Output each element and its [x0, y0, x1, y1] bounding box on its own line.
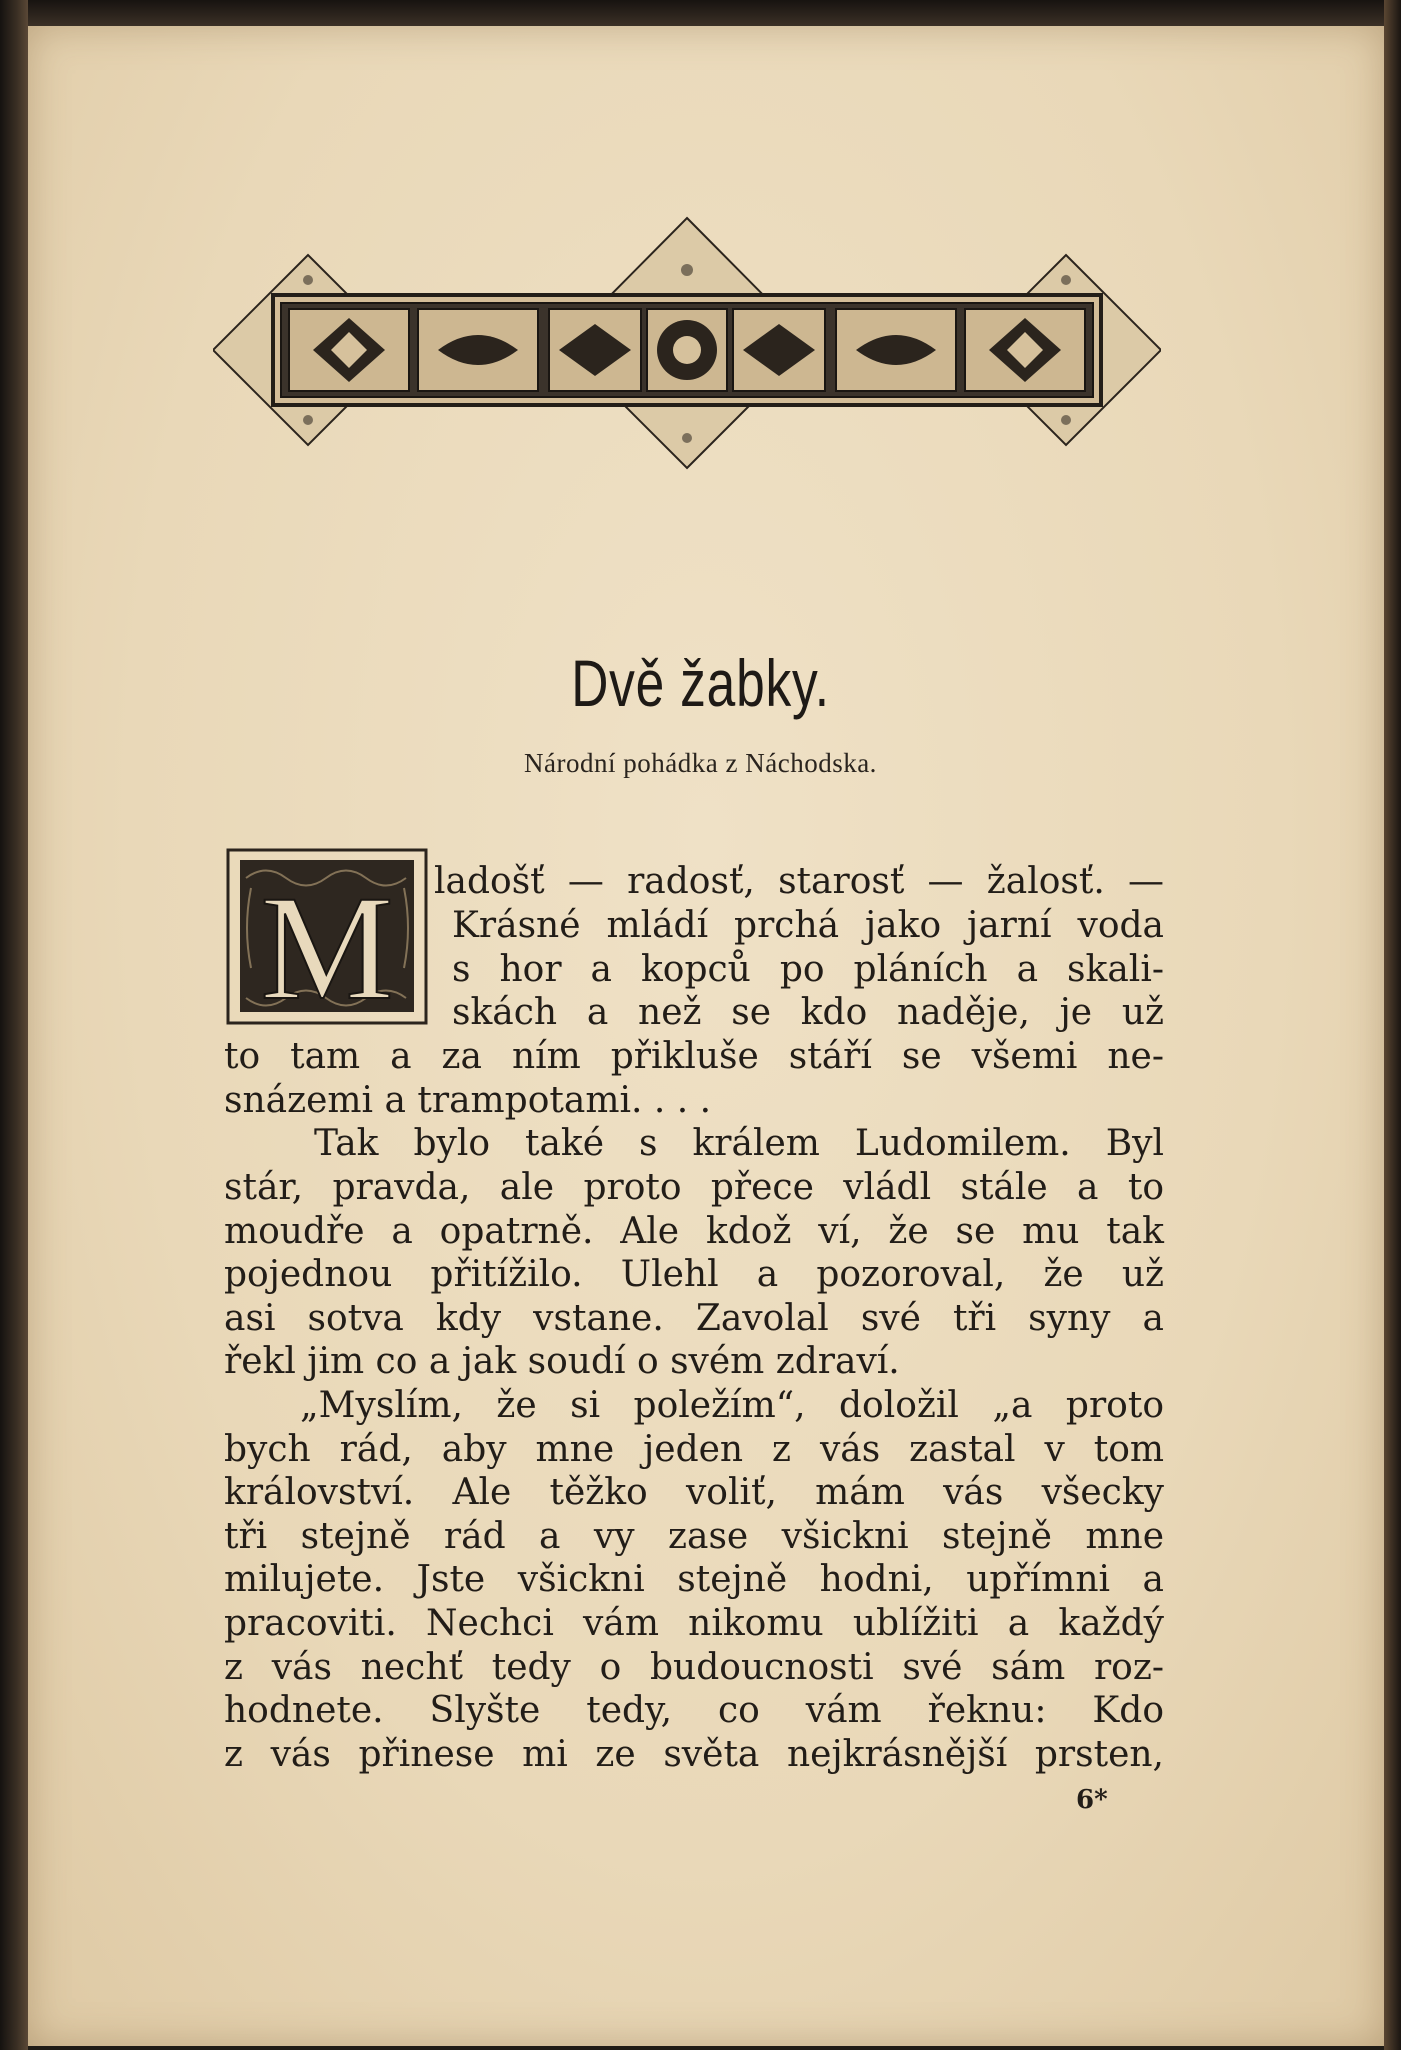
text-line: stár, pravda, ale proto přece vládl stále a to — [224, 1167, 1164, 1208]
book-top-edge — [0, 0, 1401, 26]
text-line: řekl jim co a jak soudí o svém zdraví. — [224, 1341, 900, 1382]
book-gutter — [0, 0, 28, 2050]
text-line: snázemi a trampotami. . . . — [224, 1080, 712, 1121]
text-line: království. Ale těžko voliť, mám vás všecky — [224, 1472, 1164, 1513]
text-line: z vás přinese mi ze světa nejkrásnější prsten, — [224, 1734, 1164, 1775]
text-line: tři stejně rád a vy zase všickni stejně mne — [224, 1516, 1164, 1557]
page-number: 6* — [1076, 1785, 1108, 1815]
story-subtitle: Národní pohádka z Náchodska. — [524, 748, 877, 778]
ornamental-header — [213, 210, 1161, 490]
text-line: Tak bylo také s králem Ludomilem. Byl — [314, 1123, 1164, 1164]
text-line: pojednou přitížilo. Ulehl a pozoroval, že už — [224, 1254, 1164, 1295]
text-line: skách a než se kdo naděje, je už — [452, 992, 1164, 1033]
text-line: moudře a opatrně. Ale kdož ví, že se mu tak — [224, 1211, 1164, 1252]
text-line: bych rád, aby mne jeden z vás zastal v tom — [224, 1429, 1164, 1470]
text-line: to tam a za ním přikluše stáří se všemi ne- — [224, 1036, 1164, 1077]
text-line: s hor a kopců po pláních a skali- — [452, 949, 1164, 990]
story-title: Dvě žabky. — [571, 646, 830, 720]
text-line: hodnete. Slyšte tedy, co vám řeknu: Kdo — [224, 1690, 1164, 1731]
text-line: milujete. Jste všickni stejně hodni, upřímni a — [224, 1559, 1164, 1600]
text-line: asi sotva kdy vstane. Zavolal své tři syny a — [224, 1298, 1164, 1339]
decorative-initial — [226, 848, 428, 1025]
text-line: pracoviti. Nechci vám nikomu ublížiti a každý — [224, 1603, 1164, 1644]
text-line: z vás nechť tedy o budoucnosti své sám roz- — [224, 1647, 1164, 1688]
text-line: „Myslím, že si poležím“, doložil „a proto — [300, 1385, 1164, 1426]
book-right-edge — [1384, 0, 1401, 2050]
dropcap-letter: M — [260, 865, 394, 1025]
text-line: Krásné mládí prchá jako jarní voda — [452, 905, 1164, 946]
text-line: ladošť — radosť, starosť — žalosť. — — [434, 861, 1164, 902]
